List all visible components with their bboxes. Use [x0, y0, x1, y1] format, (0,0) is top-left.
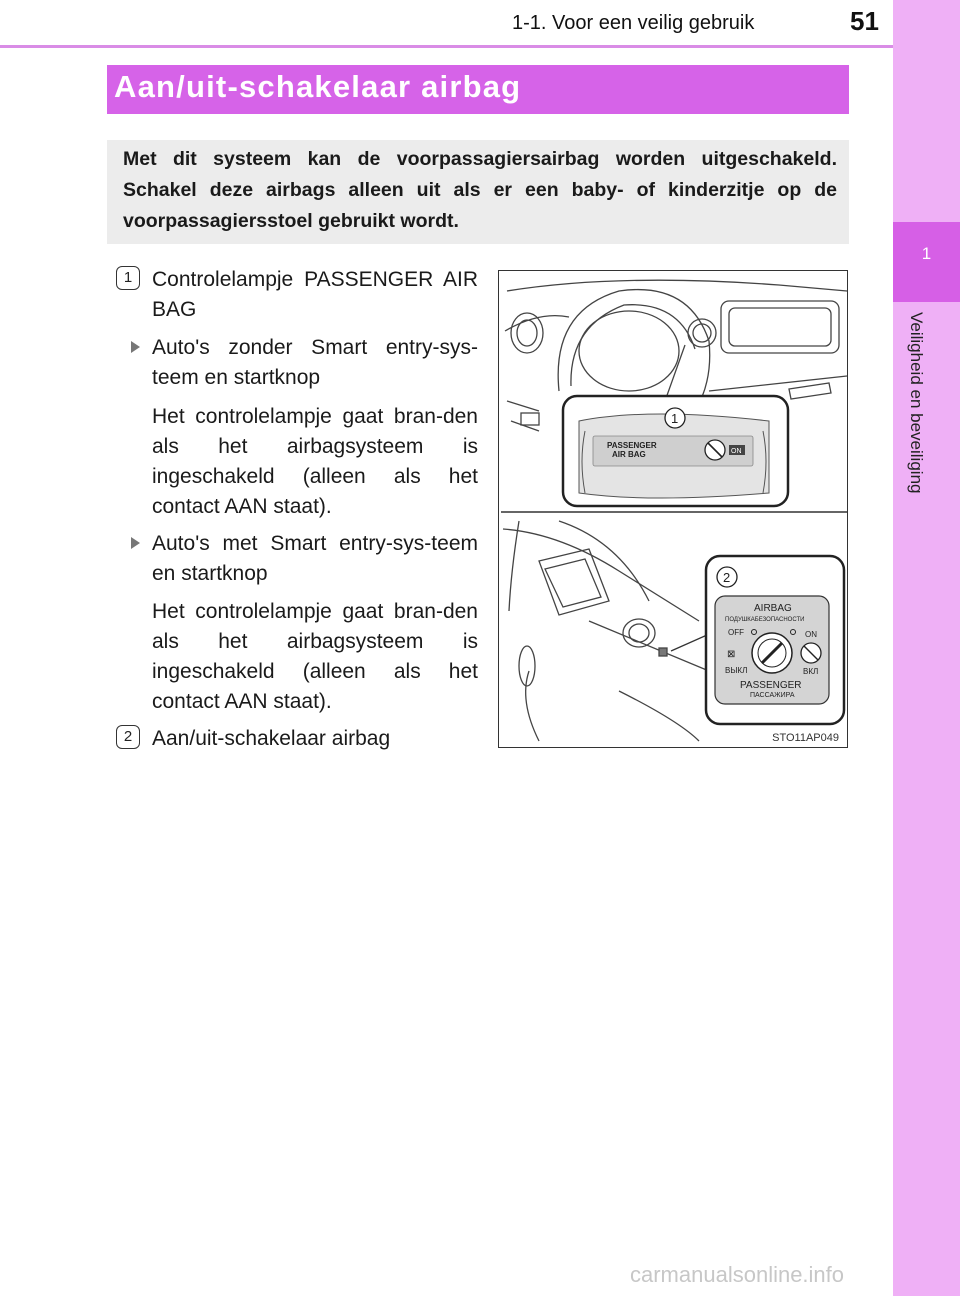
- callout-1-label: 1: [671, 411, 679, 426]
- lamp-label-line1: PASSENGER: [607, 441, 657, 450]
- switch-passenger-ru-label: ПАССАЖИРА: [750, 692, 795, 699]
- item-number-2: 2: [116, 725, 140, 749]
- callout-2-label: 2: [723, 570, 731, 585]
- sub-item-2-body: Het controlelampje gaat bran-den als het airbagsysteem is ingeschakeld (alleen als het contact AAN staat).: [152, 600, 478, 713]
- page-number: 51: [850, 6, 879, 36]
- page-header: [0, 0, 893, 46]
- sub-item-2-heading: Auto's met Smart entry-sys-teem en startknop: [152, 532, 478, 585]
- chapter-side-tab: [893, 0, 960, 1296]
- switch-off-label: OFF: [728, 628, 744, 637]
- intro-text: Met dit systeem kan de voorpassagiersairbag worden uitgeschakeld. Schakel deze airbags alleen uit als er een baby- of kinderzitje op de voorpassagiersstoel gebruikt wordt.: [123, 148, 837, 232]
- page-title: Aan/uit-schakelaar airbag: [114, 69, 522, 104]
- switch-off-ru-label: ВЫКЛ: [725, 666, 748, 675]
- chapter-label: Veiligheid en beveiliging: [907, 312, 926, 494]
- switch-airbag-label: AIRBAG: [754, 603, 792, 614]
- figure-code: STO11AP049: [772, 732, 839, 744]
- switch-passenger-label: PASSENGER: [740, 680, 802, 691]
- section-title: 1-1. Voor een veilig gebruik: [512, 12, 755, 34]
- switch-airbag-ru-label: ПОДУШКАБЕЗОПАСНОСТИ: [725, 617, 805, 623]
- bullet-triangle-icon: [131, 537, 140, 549]
- lamp-on-label: ON: [731, 448, 742, 455]
- child-seat-icon: ⊠: [727, 649, 736, 660]
- sub-item-1-heading: Auto's zonder Smart entry-sys-teem en startknop: [152, 336, 478, 389]
- item-number-1: 1: [116, 266, 140, 290]
- airbag-figure: [498, 270, 848, 748]
- lamp-label-line2: AIR BAG: [612, 450, 646, 459]
- item-2-text: Aan/uit-schakelaar airbag: [152, 727, 391, 750]
- bullet-triangle-icon: [131, 341, 140, 353]
- sub-item-1-body: Het controlelampje gaat bran-den als het airbagsysteem is ingeschakeld (alleen als het contact AAN staat).: [152, 405, 478, 518]
- dashboard-illustration: [499, 271, 848, 748]
- chapter-number: 1: [921, 244, 932, 263]
- header-rule: [0, 45, 893, 48]
- switch-on-ru-label: ВКЛ: [803, 667, 819, 676]
- watermark: carmanualsonline.info: [630, 1262, 845, 1287]
- switch-on-label: ON: [805, 630, 817, 639]
- item-1-text: Controlelampje PASSENGER AIR BAG: [152, 268, 478, 321]
